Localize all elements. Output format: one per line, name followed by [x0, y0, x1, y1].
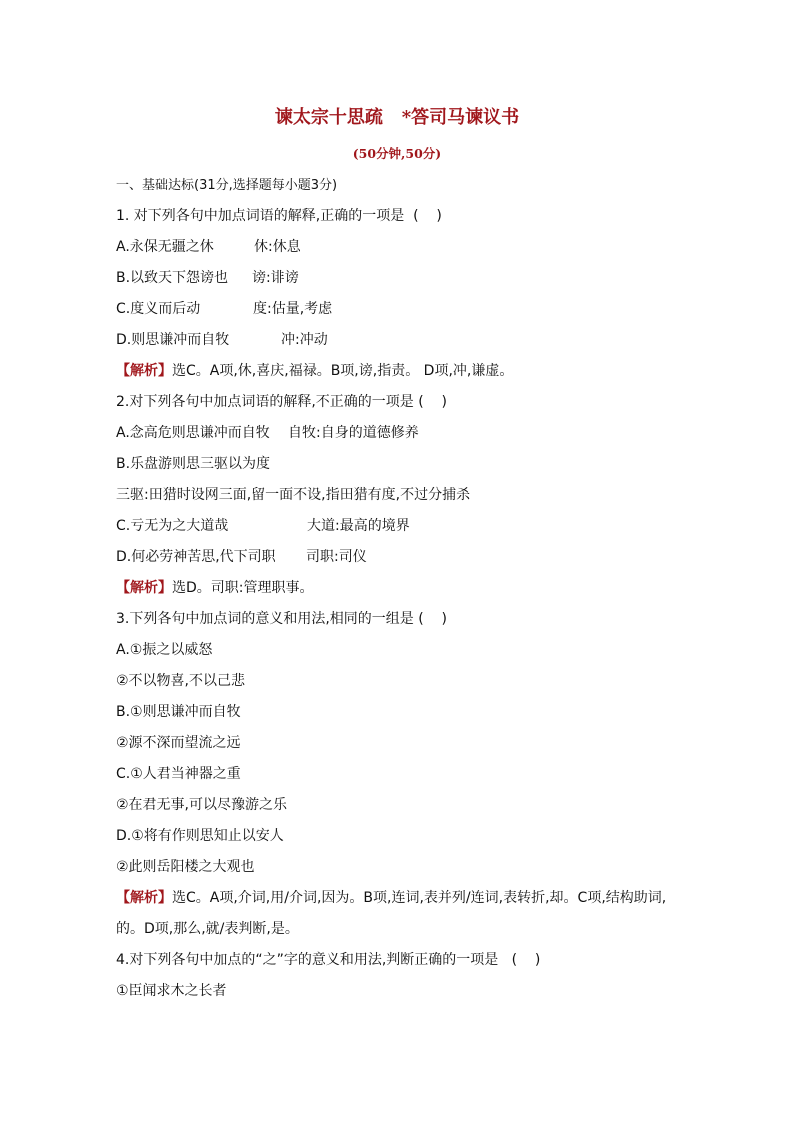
document-body	[116, 170, 686, 1007]
question-2-option-a	[116, 418, 686, 449]
question-2-option-c	[116, 511, 686, 542]
document-title: 谏太宗十思疏 *答司马谏议书	[274, 107, 520, 128]
question-3-option-c2: ②在君无事,可以尽豫游之乐	[116, 797, 288, 813]
option-text: D.何必劳神苦思,代下司职	[116, 549, 276, 565]
question-1-option-b	[116, 263, 686, 294]
analysis-tag: 【解析】	[116, 363, 172, 379]
question-3-option-d2: ②此则岳阳楼之大观也	[116, 859, 255, 875]
question-2-option-b: B.乐盘游则思三驱以为度	[116, 456, 271, 472]
option-gloss: 度:估量,考虑	[253, 301, 333, 317]
question-2-stem: 2.对下列各句中加点词语的解释,不正确的一项是 ( )	[116, 394, 447, 410]
question-2-option-d	[116, 542, 686, 573]
question-3-option-c1: C.①人君当神器之重	[116, 766, 241, 782]
option-text: A.念高危则思谦冲而自牧	[116, 425, 270, 441]
question-1-stem: 1. 对下列各句中加点词语的解释,正确的一项是 ( )	[116, 208, 442, 224]
question-4-item-1: ①臣闻求木之长者	[116, 983, 227, 999]
analysis-text: 选C。A项,休,喜庆,福禄。B项,谤,指责。 D项,冲,谦虚。	[172, 363, 514, 379]
question-3-option-a2: ②不以物喜,不以己悲	[116, 673, 246, 689]
option-gloss: 司职:司仪	[306, 549, 367, 565]
option-gloss: 冲:冲动	[281, 332, 328, 348]
question-3-option-a1: A.①振之以威怒	[116, 642, 213, 658]
option-text: C.度义而后动	[116, 301, 201, 317]
option-text: C.亏无为之大道哉	[116, 518, 229, 534]
question-3-option-b1: B.①则思谦冲而自牧	[116, 704, 241, 720]
analysis-tag: 【解析】	[116, 580, 172, 596]
question-3-analysis	[116, 883, 686, 945]
question-3-option-d1: D.①将有作则思知止以安人	[116, 828, 284, 844]
option-gloss: 谤:诽谤	[252, 270, 299, 286]
option-gloss: 休:休息	[254, 239, 301, 255]
question-2-option-b-gloss: 三驱:田猎时设网三面,留一面不设,指田猎有度,不过分捕杀	[116, 487, 471, 503]
option-text: B.以致天下怨谤也	[116, 270, 229, 286]
question-2-analysis	[116, 573, 686, 604]
option-text: D.则思谦冲而自牧	[116, 332, 230, 348]
question-3-option-b2: ②源不深而望流之远	[116, 735, 241, 751]
option-gloss: 大道:最高的境界	[307, 518, 410, 534]
analysis-text: 选D。司职:管理职事。	[172, 580, 314, 596]
option-text: A.永保无疆之休	[116, 239, 214, 255]
section-heading: 一、基础达标(31分,选择题每小题3分)	[116, 178, 338, 193]
question-4-stem: 4.对下列各句中加点的“之”字的意义和用法,判断正确的一项是 ( )	[116, 952, 541, 968]
question-1-option-d	[116, 325, 686, 356]
analysis-text: 选C。A项,介词,用/介词,因为。B项,连词,表并列/连词,表转折,却。C项,结构助词,的。D项,那么,就/表判断,是。	[116, 890, 667, 937]
document-subtitle: (50分钟,50分)	[352, 146, 442, 161]
question-3-stem: 3.下列各句中加点词的意义和用法,相同的一组是 ( )	[116, 611, 447, 627]
option-gloss: 自牧:自身的道德修养	[288, 425, 419, 441]
question-1-option-a	[116, 232, 686, 263]
analysis-tag: 【解析】	[116, 890, 172, 906]
question-1-analysis	[116, 356, 686, 387]
question-1-option-c	[116, 294, 686, 325]
